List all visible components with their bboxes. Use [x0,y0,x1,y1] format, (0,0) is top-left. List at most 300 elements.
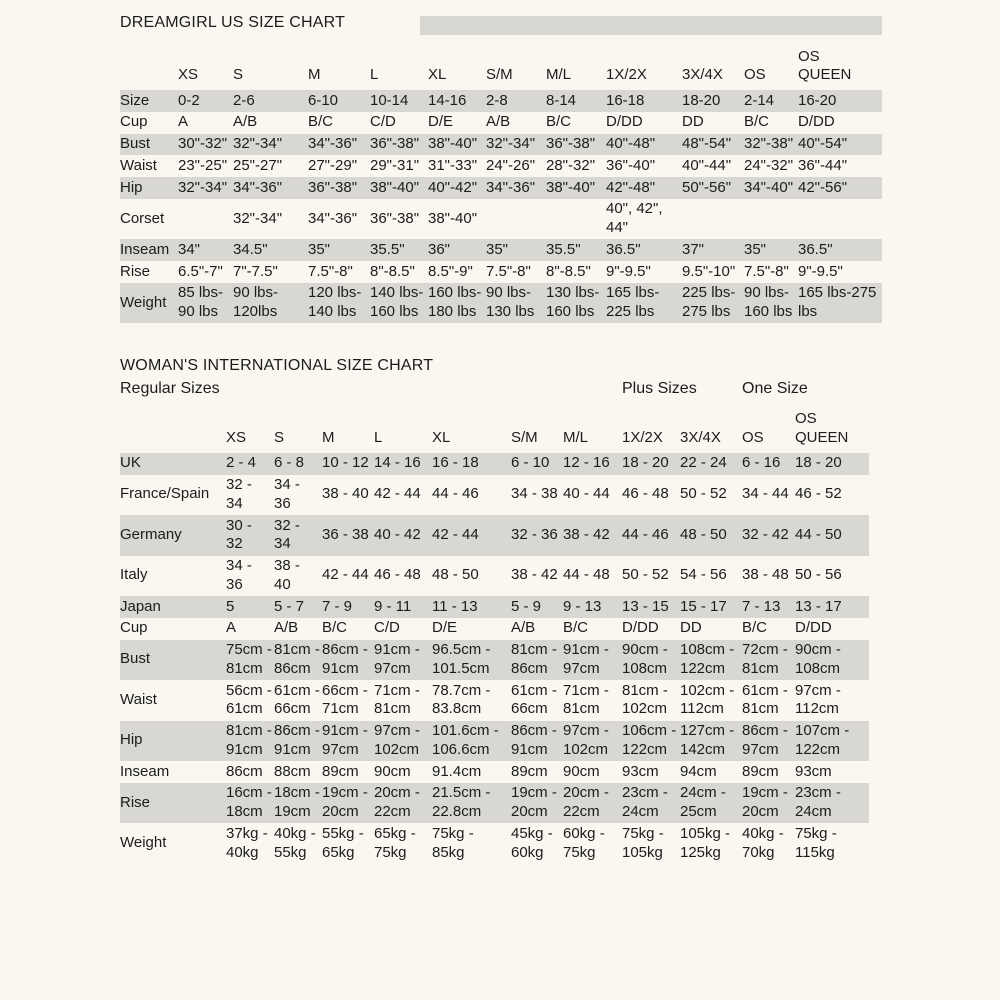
size-cell: 90cm - 108cm [622,640,680,681]
size-cell: B/C [742,619,768,637]
column-header-text: 1X/2X [622,429,663,446]
column-header [742,409,795,453]
size-cell: 6 - 10 [511,453,563,475]
size-cell: 90 lbs-120lbs [233,283,308,324]
size-cell: 35.5" [546,239,606,261]
column-header-text: L [374,429,383,446]
table-row [120,155,882,177]
table-row [120,761,869,783]
size-cell: 93cm [795,762,832,780]
size-cell: 38"-40" [428,134,486,156]
size-cell: D/DD [622,619,659,637]
size-cell: 90cm - 108cm [795,640,869,681]
table-row [120,783,869,824]
size-cell: 34 - 38 [511,485,558,503]
table-row [120,90,882,112]
size-cell: 32"-38" [744,134,798,156]
size-cell: 32"-34" [178,177,233,199]
size-cell: 37kg - 40kg [226,824,268,861]
column-header [226,409,274,453]
size-cell: B/C [546,113,572,131]
size-cell: B/C [744,113,770,131]
size-cell: 93cm [622,762,659,780]
column-header-text: XS [178,66,199,84]
size-cell: 91cm - 97cm [374,640,432,681]
size-cell: 7"-7.5" [233,262,278,280]
size-cell: 86cm [226,762,263,780]
size-cell: 34 - 44 [742,485,789,503]
size-cell: 35" [308,239,370,261]
size-cell: 48 - 50 [432,566,479,584]
size-cell: 9.5"-10" [682,262,736,280]
size-cell: 38"-40" [546,177,606,199]
size-cell: 2 - 4 [226,453,274,475]
column-header-text: OS [744,66,766,84]
size-cell: 61cm - 66cm [274,681,320,718]
size-cell: 48 - 50 [680,515,742,556]
size-cell: A/B [486,113,511,131]
row-label: Germany [120,515,226,556]
size-cell: D/E [432,619,458,637]
row-label: Inseam [120,762,170,780]
size-cell: 16cm - 18cm [226,783,274,824]
size-cell: 40"-48" [606,134,682,156]
column-header-text: M [308,66,321,84]
size-cell: 0-2 [178,90,233,112]
size-cell: 11 - 13 [432,596,511,618]
size-cell: 14 - 16 [374,453,432,475]
size-cell: 107cm - 122cm [795,721,869,762]
size-cell: 42 - 44 [374,485,421,503]
size-cell: 44 - 46 [432,485,479,503]
column-header-text: XL [432,429,451,446]
table-row [120,112,882,134]
size-cell: 46 - 48 [374,566,421,584]
size-cell: 160 lbs-180 lbs [428,283,486,324]
row-label: UK [120,453,226,475]
column-header-text: M [322,429,335,446]
size-cell: 75kg - 85kg [432,824,474,861]
size-cell: 18 - 20 [622,453,680,475]
size-cell [486,199,546,240]
table-row [120,475,869,516]
size-cell: 7 - 9 [322,596,374,618]
size-cell: 38 - 40 [274,557,300,593]
column-header-row [120,46,882,90]
size-cell: 25"-27" [233,156,283,174]
size-cell: 29"-31" [370,156,420,174]
size-cell: 34"-36" [308,209,358,227]
column-header [274,409,322,453]
size-cell: 130 lbs-160 lbs [546,283,606,324]
row-label: Rise [120,262,151,280]
size-cell: 94cm [680,762,717,780]
size-cell: 120 lbs-140 lbs [308,283,370,324]
size-cell: 34 - 36 [274,476,300,512]
size-cell: 50 - 56 [795,566,842,584]
size-cell: 91cm - 97cm [322,721,374,762]
column-header [744,46,798,90]
size-cell: 91.4cm [432,762,482,780]
row-label: Cup [120,619,148,637]
size-cell: 34" [178,239,233,261]
size-cell: 6-10 [308,90,370,112]
size-cell: 55kg - 65kg [322,824,364,861]
size-cell: 8.5"-9" [428,262,473,280]
size-cell [546,199,606,240]
size-cell: 16-20 [798,90,882,112]
size-cell: 34"-36" [486,177,546,199]
size-cell: 60kg - 75kg [563,824,605,861]
row-label: Rise [120,783,226,824]
table-row [120,596,869,618]
size-cell: B/C [563,619,589,637]
size-cell: 23cm - 24cm [622,783,680,824]
table-row [120,134,882,156]
size-cell: 36.5" [798,239,882,261]
column-header [795,409,869,453]
size-cell: 38 - 42 [511,566,558,584]
column-header [606,46,682,90]
column-header [680,409,742,453]
column-header-text: S/M [486,66,513,84]
size-cell: 32 - 42 [742,515,795,556]
column-header [322,409,374,453]
size-cell: 42"-56" [798,177,882,199]
spacer-cell [274,377,322,409]
size-cell: 97cm - 112cm [795,681,841,718]
us-size-chart-section [120,14,1000,323]
column-header [682,46,744,90]
corner-cell [120,409,226,453]
size-cell: 40"-44" [682,156,732,174]
size-cell: 14-16 [428,90,486,112]
size-cell: 45kg - 60kg [511,824,553,861]
size-cell: 8"-8.5" [370,262,415,280]
size-cell: 86cm - 91cm [322,640,374,681]
row-label: Japan [120,596,226,618]
column-header-text: S/M [511,429,538,446]
row-label: Waist [120,690,157,708]
size-cell: 23cm - 24cm [795,783,869,824]
size-cell: 86cm - 91cm [274,721,322,762]
size-cell: 44 - 50 [795,515,869,556]
column-header [308,46,370,90]
size-cell: 65kg - 75kg [374,824,416,861]
size-cell: 40kg - 55kg [274,824,316,861]
size-cell: 22 - 24 [680,453,742,475]
size-cell: 32"-34" [233,134,308,156]
size-cell: 101.6cm - 106.6cm [432,721,511,762]
row-label: Weight [120,834,167,852]
size-cell: 10 - 12 [322,453,374,475]
size-cell: 102cm - 112cm [680,681,735,718]
row-label: Bust [120,640,226,681]
size-cell: A [178,113,189,131]
size-cell: 66cm - 71cm [322,681,368,718]
size-cell: 15 - 17 [680,596,742,618]
size-cell: 36.5" [606,239,682,261]
size-cell: 36 - 38 [322,515,374,556]
table-row [120,618,869,640]
table-row [120,823,869,864]
size-cell: 32 - 34 [226,476,252,512]
column-header-text: M/L [563,429,589,446]
size-cell: 56cm - 61cm [226,681,272,718]
size-cell: 32 - 34 [274,515,322,556]
column-header-text: XS [226,429,247,446]
row-label: Corset [120,209,165,227]
column-header [511,409,563,453]
size-cell: 75cm - 81cm [226,640,274,681]
column-header [798,46,882,90]
size-cell: 96.5cm - 101.5cm [432,640,511,681]
table-row [120,556,869,597]
size-cell: 35.5" [370,239,428,261]
size-cell: 20cm - 22cm [374,783,432,824]
size-cell: 86cm - 91cm [511,721,563,762]
row-label: Weight [120,283,178,324]
size-cell: 7.5"-8" [744,262,789,280]
size-cell: 2-8 [486,90,546,112]
size-cell: 165 lbs-225 lbs [606,283,682,324]
column-header-row [120,409,869,453]
column-header [178,46,233,90]
size-cell: 40kg - 70kg [742,824,784,861]
spacer-cell [374,377,432,409]
size-cell: 85 lbs-90 lbs [178,283,233,324]
size-cell: 24"-32" [744,156,794,174]
size-cell: C/D [370,113,396,131]
row-label: France/Spain [120,485,210,503]
size-cell: 32 - 36 [511,515,563,556]
size-cell: 36"-38" [370,209,420,227]
column-header-text: OS QUEEN [798,47,852,84]
table-row [120,177,882,199]
size-cell: 225 lbs-275 lbs [682,283,744,324]
size-cell: C/D [374,619,400,637]
size-cell: A/B [511,619,536,637]
table-row [120,515,869,556]
size-cell: A/B [233,113,258,131]
size-cell: 50 - 52 [680,485,727,503]
size-cell: 35" [486,239,546,261]
size-cell: 81cm - 86cm [274,640,322,681]
column-header-text: 1X/2X [606,66,647,84]
size-cell: 9 - 13 [563,596,622,618]
spacer-cell [563,377,622,409]
size-cell: 24cm - 25cm [680,783,742,824]
size-cell: 35" [744,239,798,261]
regular-sizes-label: Regular Sizes [120,379,220,397]
size-cell: 16 - 18 [432,453,511,475]
size-cell: 48"-54" [682,134,744,156]
international-size-chart-section [120,357,1000,864]
row-label: Italy [120,566,148,584]
size-cell: 18-20 [682,90,744,112]
size-cell: 37" [682,239,744,261]
size-cell: 42 - 44 [322,566,369,584]
size-cell: 6 - 16 [742,453,795,475]
size-cell: D/DD [606,113,643,131]
size-cell: 97cm - 102cm [374,721,432,762]
size-cell: 10-14 [370,90,428,112]
row-label: Waist [120,156,157,174]
size-cell: 38 - 48 [742,566,789,584]
size-cell: 38"-40" [428,209,478,227]
size-cell: 32"-34" [486,134,546,156]
size-cell: 32"-34" [233,209,283,227]
size-cell: 40 - 44 [563,485,610,503]
size-cell: 75kg - 105kg [622,824,664,861]
row-label: Hip [120,721,226,762]
size-cell: 9"-9.5" [798,262,843,280]
size-cell: 34.5" [233,239,308,261]
size-cell: 18cm - 19cm [274,783,322,824]
size-cell: A [226,619,237,637]
size-cell: 7.5"-8" [308,262,353,280]
size-group-row [120,377,869,409]
size-cell: 42"-48" [606,177,682,199]
column-header-text: 3X/4X [680,429,721,446]
size-cell: 71cm - 81cm [563,681,609,718]
table-row [120,680,869,721]
size-cell: 54 - 56 [680,566,727,584]
size-cell: 140 lbs-160 lbs [370,283,428,324]
size-cell: 40"-54" [798,134,882,156]
size-cell: 6.5"-7" [178,262,223,280]
plus-sizes-label: Plus Sizes [622,379,697,397]
size-cell: 46 - 52 [795,485,842,503]
size-cell [798,199,882,240]
size-cell: 44 - 46 [622,515,680,556]
size-cell: 75kg - 115kg [795,824,837,861]
size-cell: 9"-9.5" [606,262,651,280]
row-label: Inseam [120,239,178,261]
size-cell: 36"-38" [308,177,370,199]
column-header [374,409,432,453]
size-cell: B/C [322,619,348,637]
column-header-text: XL [428,66,447,84]
column-header [546,46,606,90]
size-cell: D/DD [795,619,832,637]
size-cell: 23"-25" [178,156,228,174]
size-cell: 5 - 7 [274,596,322,618]
corner-cell [120,46,178,90]
size-cell: 97cm - 102cm [563,721,622,762]
size-cell: 19cm - 20cm [322,783,374,824]
intl-size-table [120,377,869,864]
table-row [120,239,882,261]
size-cell: 38"-40" [370,177,428,199]
size-cell: 12 - 16 [563,453,622,475]
column-header-text: S [274,429,285,446]
column-header [370,46,428,90]
size-cell: 40"-42" [428,177,486,199]
column-header-text: M/L [546,66,572,84]
column-header-text: OS [742,429,764,446]
size-cell: 6 - 8 [274,453,322,475]
table-row [120,283,882,324]
size-cell: 30"-32" [178,134,233,156]
size-cell: 106cm - 122cm [622,721,680,762]
column-header [233,46,308,90]
size-cell: A/B [274,619,299,637]
table-row [120,199,882,240]
size-cell [682,199,744,240]
size-cell: 2-14 [744,90,798,112]
size-cell: 34"-36" [308,134,370,156]
size-cell: 38 - 40 [322,485,369,503]
size-cell: 24"-26" [486,156,536,174]
size-cell: B/C [308,113,334,131]
size-cell: 13 - 17 [795,596,869,618]
size-cell: 50 - 52 [622,566,669,584]
column-header-text: OS QUEEN [795,410,849,446]
size-cell: 8-14 [546,90,606,112]
spacer-cell [322,377,374,409]
table-row [120,453,869,475]
intl-chart-title: WOMAN'S INTERNATIONAL SIZE CHART [120,357,434,375]
table-row [120,721,869,762]
size-cell: 36"-44" [798,156,848,174]
size-cell: 78.7cm - 83.8cm [432,681,491,718]
size-cell: 21.5cm - 22.8cm [432,783,511,824]
row-label: Bust [120,134,178,156]
one-size-label: One Size [742,379,808,397]
size-cell: 19cm - 20cm [742,783,795,824]
size-cell: 89cm [322,762,359,780]
size-cell: 34"-40" [744,177,798,199]
size-cell: 81cm - 102cm [622,681,668,718]
row-label: Hip [120,177,178,199]
size-cell: 30 - 32 [226,515,274,556]
size-cell: DD [680,619,702,637]
size-cell: 18 - 20 [795,453,869,475]
size-cell [178,199,233,240]
size-cell: 91cm - 97cm [563,640,622,681]
size-cell: 89cm [742,762,779,780]
column-header-text: S [233,66,244,84]
size-cell: 90 lbs-160 lbs [744,283,798,324]
size-cell: 31"-33" [428,156,478,174]
spacer-cell [432,377,511,409]
row-label: Size [120,90,178,112]
size-cell: 40 - 42 [374,515,432,556]
size-cell: 28"-32" [546,156,596,174]
row-label: Cup [120,113,148,131]
size-cell: 38 - 42 [563,515,622,556]
column-header [622,409,680,453]
table-row [120,261,882,283]
size-cell: 90 lbs-130 lbs [486,283,546,324]
size-cell: 27"-29" [308,156,358,174]
size-cell: 81cm - 91cm [226,721,274,762]
size-cell: 61cm - 66cm [511,681,557,718]
column-header-text: 3X/4X [682,66,723,84]
size-cell: D/DD [798,113,835,131]
size-cell: 19cm - 20cm [511,783,563,824]
size-cell: 36"-38" [546,134,606,156]
size-cell: 86cm - 97cm [742,721,795,762]
column-header [563,409,622,453]
size-cell: 34"-36" [233,177,308,199]
size-cell: 72cm - 81cm [742,640,795,681]
size-cell: 61cm - 81cm [742,681,788,718]
size-cell: 36"-40" [606,156,656,174]
size-cell: 50"-56" [682,177,744,199]
size-cell: 88cm [274,762,311,780]
